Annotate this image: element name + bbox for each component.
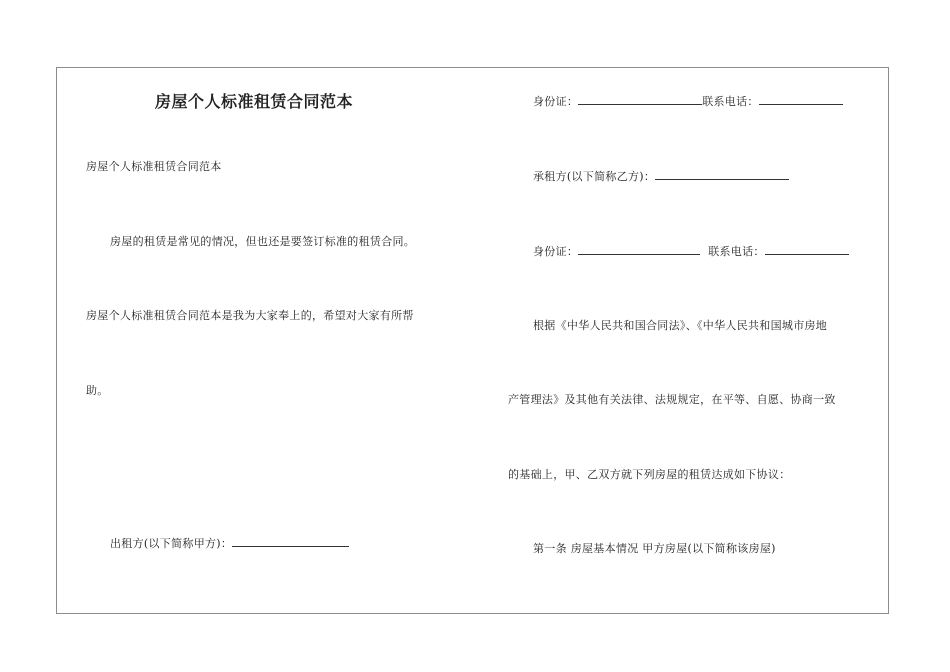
intro-paragraph-line-2: 助。 xyxy=(86,384,109,397)
lessor-label: 出租方(以下简称甲方)： xyxy=(110,537,233,550)
law-paragraph-line-1: 根据《中华人民共和国合同法》、《中华人民共和国城市房地 xyxy=(533,319,828,332)
intro-paragraph-line-1: 房屋个人标准租赁合同范本是我为大家奉上的，希望对大家有所帮 xyxy=(86,309,414,322)
id-blank xyxy=(578,243,700,255)
id-blank xyxy=(578,93,702,105)
law-paragraph-line-3: 的基础上，甲、乙双方就下列房屋的租赁达成如下协议： xyxy=(508,468,791,481)
id-label: 身份证： xyxy=(533,95,579,108)
phone-blank xyxy=(759,93,843,105)
lessee-line xyxy=(533,168,789,184)
page-frame xyxy=(56,67,889,614)
document-subtitle: 房屋个人标准租赁合同范本 xyxy=(86,160,222,173)
document-title: 房屋个人标准租赁合同范本 xyxy=(155,92,354,111)
lessee-blank xyxy=(655,168,789,180)
phone-label: 联系电话： xyxy=(708,245,765,258)
lessor-id-line xyxy=(533,93,843,109)
lessee-id-line xyxy=(533,243,849,259)
lessee-label: 承租方(以下简称乙方)： xyxy=(533,170,656,183)
article-1-heading: 第一条 房屋基本情况 甲方房屋(以下简称该房屋) xyxy=(533,542,776,555)
phone-blank xyxy=(765,243,849,255)
id-label: 身份证： xyxy=(533,245,579,258)
lessor-blank xyxy=(232,535,349,547)
lessor-line xyxy=(110,535,349,551)
law-paragraph-line-2: 产管理法》及其他有关法律、法规规定，在平等、自愿、协商一致 xyxy=(508,393,836,406)
phone-label: 联系电话： xyxy=(702,95,759,108)
intro-paragraph: 房屋的租赁是常见的情况，但也还是要签订标准的租赁合同。 xyxy=(110,235,416,248)
